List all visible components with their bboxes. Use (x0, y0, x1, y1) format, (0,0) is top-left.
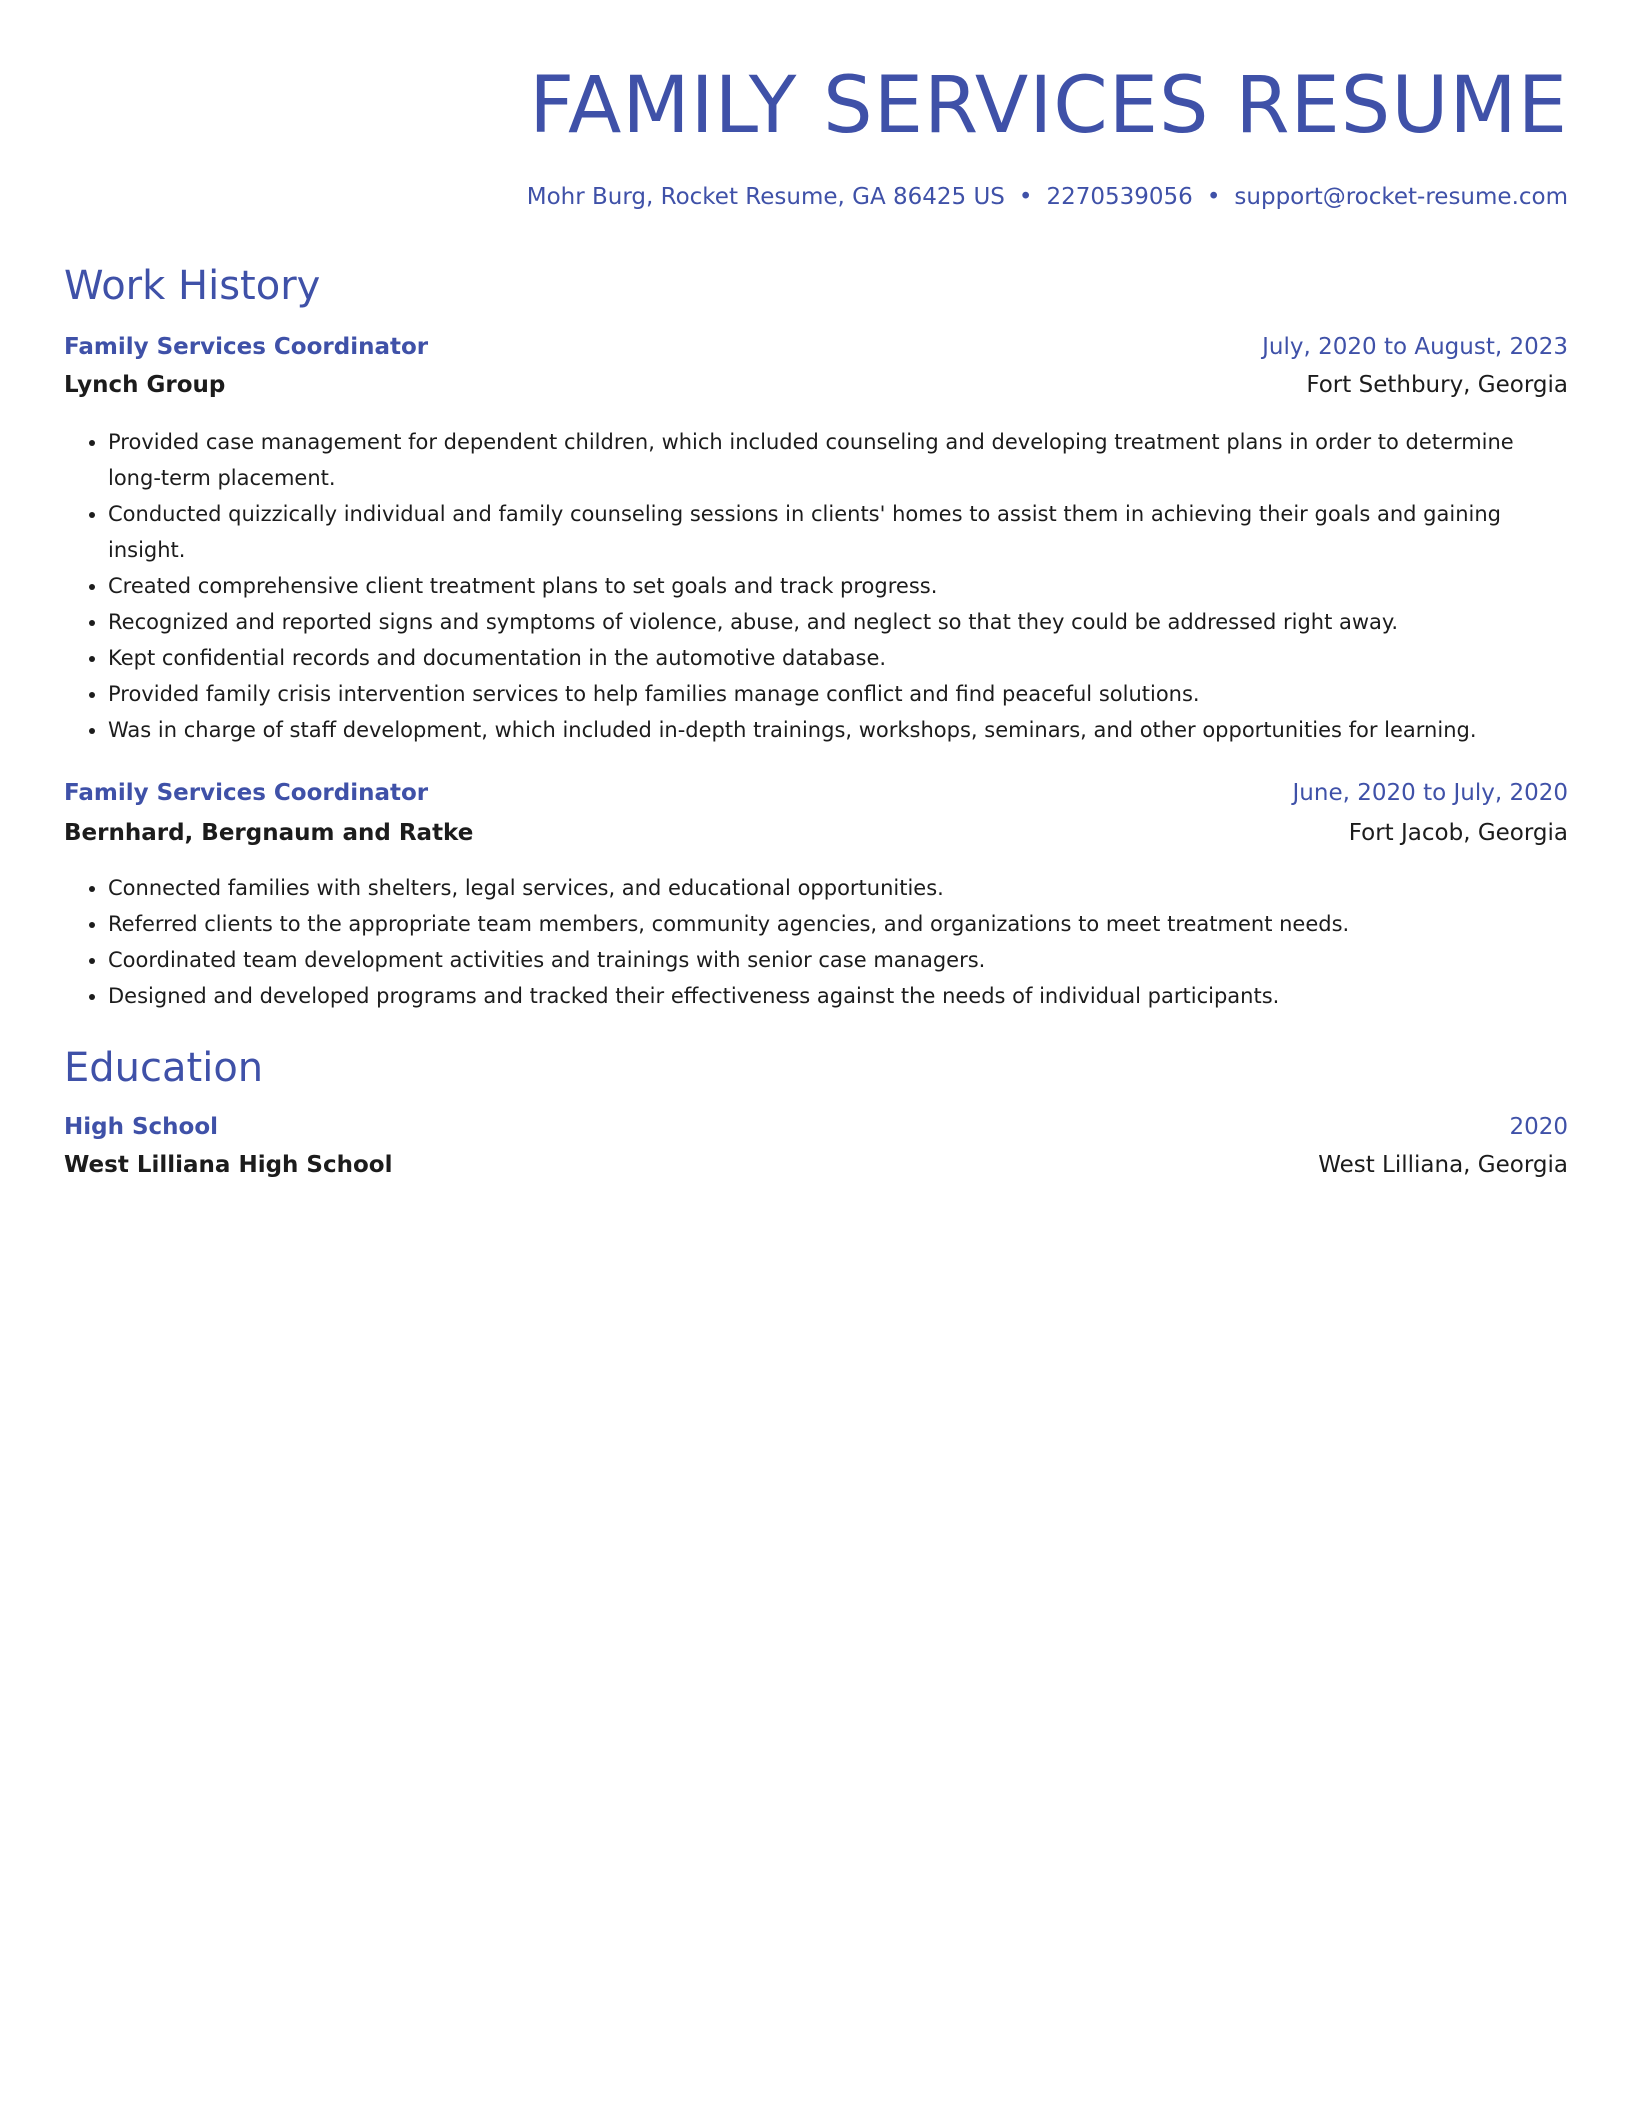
job-title: Family Services Coordinator (64, 780, 429, 806)
education-year: 2020 (1509, 1114, 1568, 1140)
education-header-row (64, 1114, 1568, 1140)
job-location: Fort Jacob, Georgia (1348, 820, 1568, 846)
contact-separator: • (1206, 184, 1221, 210)
job-dates: June, 2020 to July, 2020 (1292, 780, 1568, 806)
job-header-row (64, 334, 1568, 360)
job-bullet: • Kept confidential records and documentation in the automotive database. (108, 640, 1568, 676)
contact-phone: 2270539056 (1046, 184, 1193, 210)
job-bullet: • Provided family crisis intervention services to help families manage conflict and find peaceful solutions. (108, 676, 1568, 712)
job-bullet-list (64, 424, 1568, 748)
job-location: Fort Sethbury, Georgia (1306, 372, 1568, 398)
job-bullet: • Was in charge of staff development, which included in-depth trainings, workshops, seminars, and other opportunities for learning. (108, 712, 1568, 748)
job-dates: July, 2020 to August, 2023 (1262, 334, 1568, 360)
job-title: Family Services Coordinator (64, 334, 429, 360)
resume-title: FAMILY SERVICES RESUME (529, 61, 1568, 151)
job-company-row (64, 820, 1568, 846)
section-heading-work-history: Work History (64, 263, 321, 309)
job-bullet-list (64, 870, 1568, 1014)
job-company-row (64, 372, 1568, 398)
education-location: West Lilliana, Georgia (1318, 1152, 1568, 1178)
job-bullet: • Designed and developed programs and tracked their effectiveness against the needs of individual participants. (108, 978, 1568, 1014)
job-company: Bernhard, Bergnaum and Ratke (64, 820, 474, 846)
contact-address: Mohr Burg, Rocket Resume, GA 86425 US (526, 184, 1005, 210)
job-bullet: • Referred clients to the appropriate team members, community agencies, and organizations to meet treatment needs. (108, 906, 1568, 942)
job-bullet: • Recognized and reported signs and symptoms of violence, abuse, and neglect so that they could be addressed right away. (108, 604, 1568, 640)
education-school-row (64, 1152, 1568, 1178)
job-company: Lynch Group (64, 372, 226, 398)
job-bullet: • Conducted quizzically individual and family counseling sessions in clients' homes to assist them in achieving their goals and gaining insight. (108, 496, 1568, 568)
contact-separator: • (1018, 184, 1033, 210)
contact-email[interactable]: support@rocket-resume.com (1234, 184, 1568, 210)
job-header-row (64, 780, 1568, 806)
job-bullet: • Connected families with shelters, legal services, and educational opportunities. (108, 870, 1568, 906)
education-school: West Lilliana High School (64, 1152, 393, 1178)
job-bullet: • Created comprehensive client treatment plans to set goals and track progress. (108, 568, 1568, 604)
contact-line (527, 182, 1568, 212)
job-bullet: • Coordinated team development activities and trainings with senior case managers. (108, 942, 1568, 978)
education-degree: High School (64, 1114, 219, 1140)
job-bullet: • Provided case management for dependent children, which included counseling and developing treatment plans in order to determine long-term placement. (108, 424, 1568, 496)
section-heading-education: Education (64, 1045, 264, 1091)
